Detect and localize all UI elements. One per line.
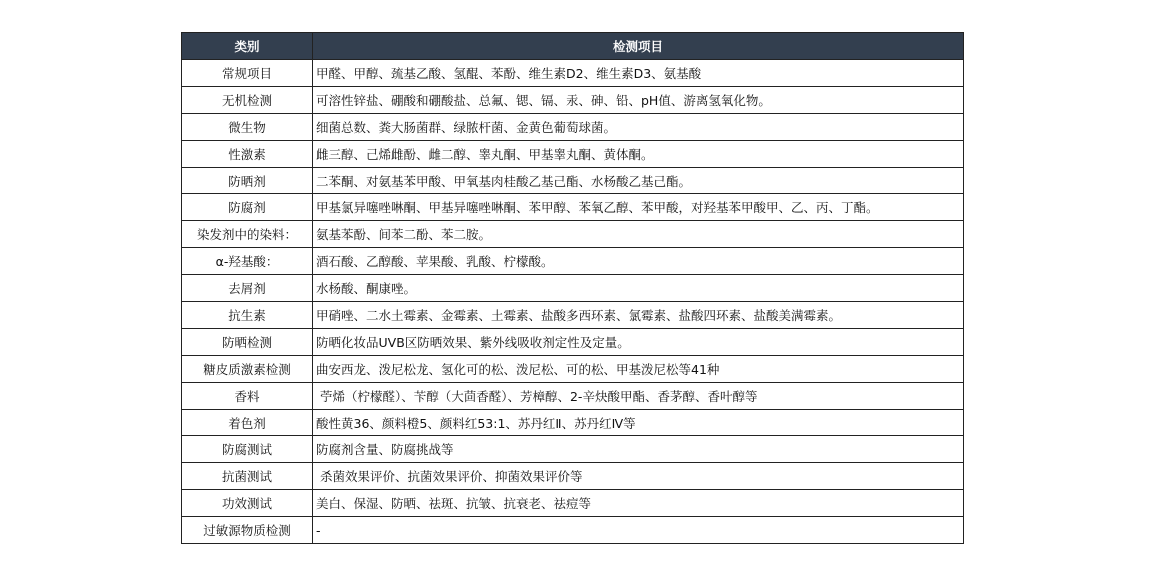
- items-cell: 甲基氯异噻唑啉酮、甲基异噻唑啉酮、苯甲醇、苯氧乙醇、苯甲酸，对羟基苯甲酸甲、乙、丙、丁酯。: [313, 194, 964, 221]
- table-row: [182, 140, 964, 167]
- items-cell: 防晒化妆品UVB区防晒效果、紫外线吸收剂定性及定量。: [313, 328, 964, 355]
- table-row: [182, 382, 964, 409]
- items-cell: 二苯酮、对氨基苯甲酸、甲氧基肉桂酸乙基己酯、水杨酸乙基己酯。: [313, 167, 964, 194]
- category-cell: 性激素: [182, 140, 313, 167]
- items-cell: 曲安西龙、泼尼松龙、氢化可的松、泼尼松、可的松、甲基泼尼松等41种: [313, 355, 964, 382]
- items-cell: 水杨酸、酮康唑。: [313, 275, 964, 302]
- table-row: [182, 194, 964, 221]
- category-cell: 常规项目: [182, 60, 313, 87]
- table-row: [182, 221, 964, 248]
- table-header-row: [182, 33, 964, 60]
- items-cell: 酸性黄36、颜料橙5、颜料红53:1、苏丹红Ⅱ、苏丹红Ⅳ等: [313, 409, 964, 436]
- category-cell: 无机检测: [182, 86, 313, 113]
- category-cell: 过敏源物质检测: [182, 517, 313, 544]
- items-cell: 杀菌效果评价、抗菌效果评价、抑菌效果评价等: [313, 463, 964, 490]
- category-cell: 防晒检测: [182, 328, 313, 355]
- category-cell: 防晒剂: [182, 167, 313, 194]
- table-row: [182, 517, 964, 544]
- items-cell: 氨基苯酚、间苯二酚、苯二胺。: [313, 221, 964, 248]
- items-cell: 可溶性锌盐、硼酸和硼酸盐、总氟、锶、镉、汞、砷、铅、pH值、游离氢氧化物。: [313, 86, 964, 113]
- table-row: [182, 436, 964, 463]
- items-cell: 美白、保湿、防晒、祛斑、抗皱、抗衰老、祛痘等: [313, 490, 964, 517]
- category-cell: 微生物: [182, 113, 313, 140]
- category-cell: 糖皮质激素检测: [182, 355, 313, 382]
- items-cell: 防腐剂含量、防腐挑战等: [313, 436, 964, 463]
- items-cell: 苧烯（柠檬醛）、苄醇（大茴香醛）、芳樟醇、2-辛炔酸甲酯、香茅醇、香叶醇等: [313, 382, 964, 409]
- header-category: 类别: [182, 33, 313, 60]
- items-cell: -: [313, 517, 964, 544]
- test-items-table: [181, 32, 964, 544]
- table-row: [182, 355, 964, 382]
- category-cell: α-羟基酸：: [182, 248, 313, 275]
- items-cell: 甲硝唑、二水土霉素、金霉素、土霉素、盐酸多西环素、氯霉素、盐酸四环素、盐酸美满霉素。: [313, 302, 964, 329]
- table-row: [182, 328, 964, 355]
- items-cell: 雌三醇、己烯雌酚、雌二醇、睾丸酮、甲基睾丸酮、黄体酮。: [313, 140, 964, 167]
- items-cell: 甲醛、甲醇、巯基乙酸、氢醌、苯酚、维生素D2、维生素D3、氨基酸: [313, 60, 964, 87]
- category-cell: 染发剂中的染料：: [182, 221, 313, 248]
- category-cell: 功效测试: [182, 490, 313, 517]
- table-row: [182, 490, 964, 517]
- table-row: [182, 113, 964, 140]
- category-cell: 防腐测试: [182, 436, 313, 463]
- table-row: [182, 463, 964, 490]
- items-cell: 酒石酸、乙醇酸、苹果酸、乳酸、柠檬酸。: [313, 248, 964, 275]
- table-row: [182, 275, 964, 302]
- table-row: [182, 86, 964, 113]
- category-cell: 抗菌测试: [182, 463, 313, 490]
- table-row: [182, 167, 964, 194]
- category-cell: 防腐剂: [182, 194, 313, 221]
- table-row: [182, 60, 964, 87]
- items-cell: 细菌总数、粪大肠菌群、绿脓杆菌、金黄色葡萄球菌。: [313, 113, 964, 140]
- category-cell: 香料: [182, 382, 313, 409]
- category-cell: 去屑剂: [182, 275, 313, 302]
- header-test-items: 检测项目: [313, 33, 964, 60]
- table-row: [182, 248, 964, 275]
- category-cell: 着色剂: [182, 409, 313, 436]
- table-row: [182, 409, 964, 436]
- table-row: [182, 302, 964, 329]
- category-cell: 抗生素: [182, 302, 313, 329]
